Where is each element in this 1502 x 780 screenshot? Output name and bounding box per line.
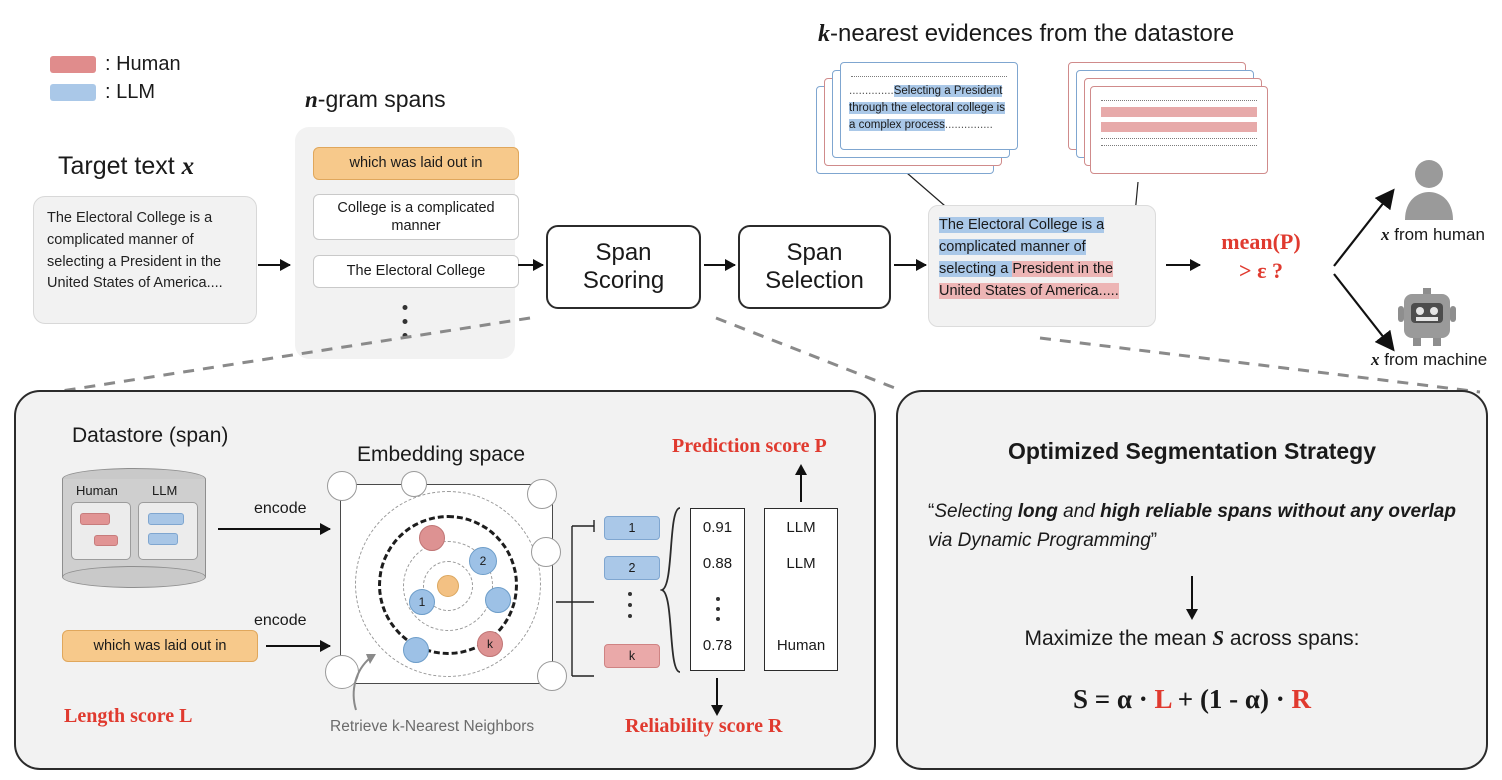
legend-label-llm: : LLM	[105, 80, 156, 103]
span-scoring-line1: Span	[595, 239, 652, 267]
evidence-highlight-bar-icon	[1101, 122, 1257, 132]
evidence-title: k-nearest evidences from the datastore	[818, 20, 1235, 47]
neighbor-chip-k: k	[604, 644, 660, 668]
length-score-label: Length score L	[64, 705, 193, 727]
arrow-to-prediction-score-icon	[800, 474, 802, 502]
score-formula: S = α · L + (1 - α) · R	[1073, 684, 1311, 714]
evidence-variable-k: k	[818, 21, 830, 47]
llm-node-far-icon	[403, 637, 429, 663]
retrieve-caption: Retrieve k-Nearest Neighbors	[330, 718, 535, 735]
target-text-title: Target text x	[58, 152, 195, 180]
strategy-title: Optimized Segmentation Strategy	[1007, 438, 1377, 464]
datastore-title: Datastore (span)	[72, 424, 229, 447]
neighbor-chip-2: 2	[604, 556, 660, 580]
score-ellipsis-icon	[716, 597, 720, 621]
highlight-human-segment: President in the United States of	[939, 261, 1114, 300]
span-scoring-line2: Scoring	[582, 267, 665, 294]
arrow-query-to-embedding-icon	[266, 645, 330, 647]
score-cell-2: 0.88	[702, 555, 733, 572]
target-variable-x: x	[181, 153, 195, 180]
arrow-to-reliability-score-icon	[716, 678, 718, 706]
decision-line1: mean(P)	[1221, 229, 1301, 254]
outlier-node-icon	[401, 471, 427, 497]
human-node-icon	[419, 525, 445, 551]
dotted-line-icon	[851, 76, 1007, 77]
span-selection-box[interactable]	[738, 225, 891, 309]
retrieve-caption-pointer	[326, 626, 396, 716]
label-cell-2: LLM	[786, 555, 816, 572]
legend-item-human	[50, 52, 181, 76]
mini-llm-span-icon	[148, 513, 184, 525]
evidence-card-stack-llm[interactable]	[816, 62, 1016, 174]
legend-swatch-llm-icon	[50, 84, 96, 101]
query-node-icon	[437, 575, 459, 597]
neighbor-chip-1: 1	[604, 516, 660, 540]
llm-node-1-icon: 1	[409, 589, 435, 615]
score-cell-k: 0.78	[702, 637, 733, 654]
ngram-variable-n: n	[305, 87, 318, 112]
mini-human-span-icon	[80, 513, 110, 525]
arrow-scoring-to-selection-icon	[704, 264, 735, 266]
highlight-llm-segment: The Electoral College is a complicated manner of selecting a	[939, 217, 1105, 278]
decision-line2: > ε ?	[1239, 257, 1283, 283]
span-chip-selected[interactable]: which was laid out in	[313, 147, 519, 180]
evidence-card-front[interactable]	[840, 62, 1018, 150]
arrow-target-to-ngram-icon	[258, 264, 290, 266]
mini-llm-span-icon	[148, 533, 178, 545]
dotted-line-icon	[1101, 145, 1257, 146]
legend	[50, 52, 181, 108]
output-human-label: x from human	[1381, 225, 1485, 244]
evidence-card-front[interactable]	[1090, 86, 1268, 174]
embedding-space-title: Embedding space	[357, 443, 526, 466]
llm-node-2-icon: 2	[469, 547, 497, 575]
span-chip[interactable]: College is a complicated manner	[313, 194, 519, 240]
arrow-ngram-to-scoring-icon	[518, 264, 543, 266]
outlier-node-icon	[527, 479, 557, 509]
human-node-k-icon: k	[477, 631, 503, 657]
evidence-card-stack-human[interactable]	[1068, 62, 1268, 174]
datastore-human-group	[71, 502, 131, 560]
label-cell-k: Human	[776, 637, 826, 654]
span-selection-line1: Span	[786, 239, 843, 267]
embedding-to-neighbors-connector	[554, 520, 600, 680]
reliability-score-label: Reliability score R	[625, 715, 783, 737]
query-span-chip[interactable]: which was laid out in	[62, 630, 258, 662]
person-icon	[1400, 158, 1458, 220]
dotted-line-icon	[1101, 100, 1257, 101]
mini-human-span-icon	[94, 535, 118, 546]
span-scoring-box[interactable]	[546, 225, 701, 309]
highlight-human-segment2: America.....	[1045, 283, 1119, 300]
reliability-label-column	[764, 508, 838, 671]
datastore-llm-group	[138, 502, 198, 560]
maximize-statement: Maximize the mean S across spans:	[1024, 626, 1360, 650]
ngram-spans-title: n-gram spans	[305, 86, 446, 112]
prediction-score-column	[690, 508, 745, 671]
prediction-score-label: Prediction score P	[672, 435, 827, 457]
legend-label-human: : Human	[105, 52, 181, 75]
score-cell-1: 0.91	[702, 519, 733, 536]
llm-node-icon	[485, 587, 511, 613]
strategy-quote: “Selecting long and high reliable spans without any overlap via Dynamic Programming”	[928, 501, 1456, 551]
span-selection-line2: Selection	[765, 267, 864, 294]
decision-condition	[1196, 228, 1326, 285]
legend-item-llm	[50, 80, 181, 104]
encode-label-top: encode	[254, 500, 307, 517]
datastore-cylinder-icon	[62, 468, 206, 588]
score-brace-icon	[660, 506, 686, 676]
datastore-llm-label: LLM	[152, 483, 178, 498]
neighbor-ellipsis-icon	[628, 592, 632, 618]
arrow-selection-to-highlighted-icon	[894, 264, 926, 266]
arrow-strategy-to-maximize-icon	[1191, 576, 1193, 610]
datastore-human-label: Human	[76, 483, 118, 498]
evidence-highlight-bar-icon	[1101, 107, 1257, 117]
label-cell-1: LLM	[786, 519, 816, 536]
legend-swatch-human-icon	[50, 56, 96, 73]
arrow-datastore-to-embedding-icon	[218, 528, 330, 530]
outlier-node-icon	[327, 471, 357, 501]
dotted-line-icon	[1101, 138, 1257, 139]
evidence-card-text: ..............Selecting a President through the electoral college is a complex process...............	[849, 85, 1005, 131]
encode-label-bottom: encode	[254, 612, 307, 629]
arrow-highlighted-to-decision-icon	[1166, 264, 1200, 266]
target-text-box: The Electoral College is a complicated manner of selecting a President in the United States of America....	[33, 196, 257, 324]
span-chip[interactable]: The Electoral College	[313, 255, 519, 288]
output-machine-label: x from machine	[1371, 350, 1488, 369]
